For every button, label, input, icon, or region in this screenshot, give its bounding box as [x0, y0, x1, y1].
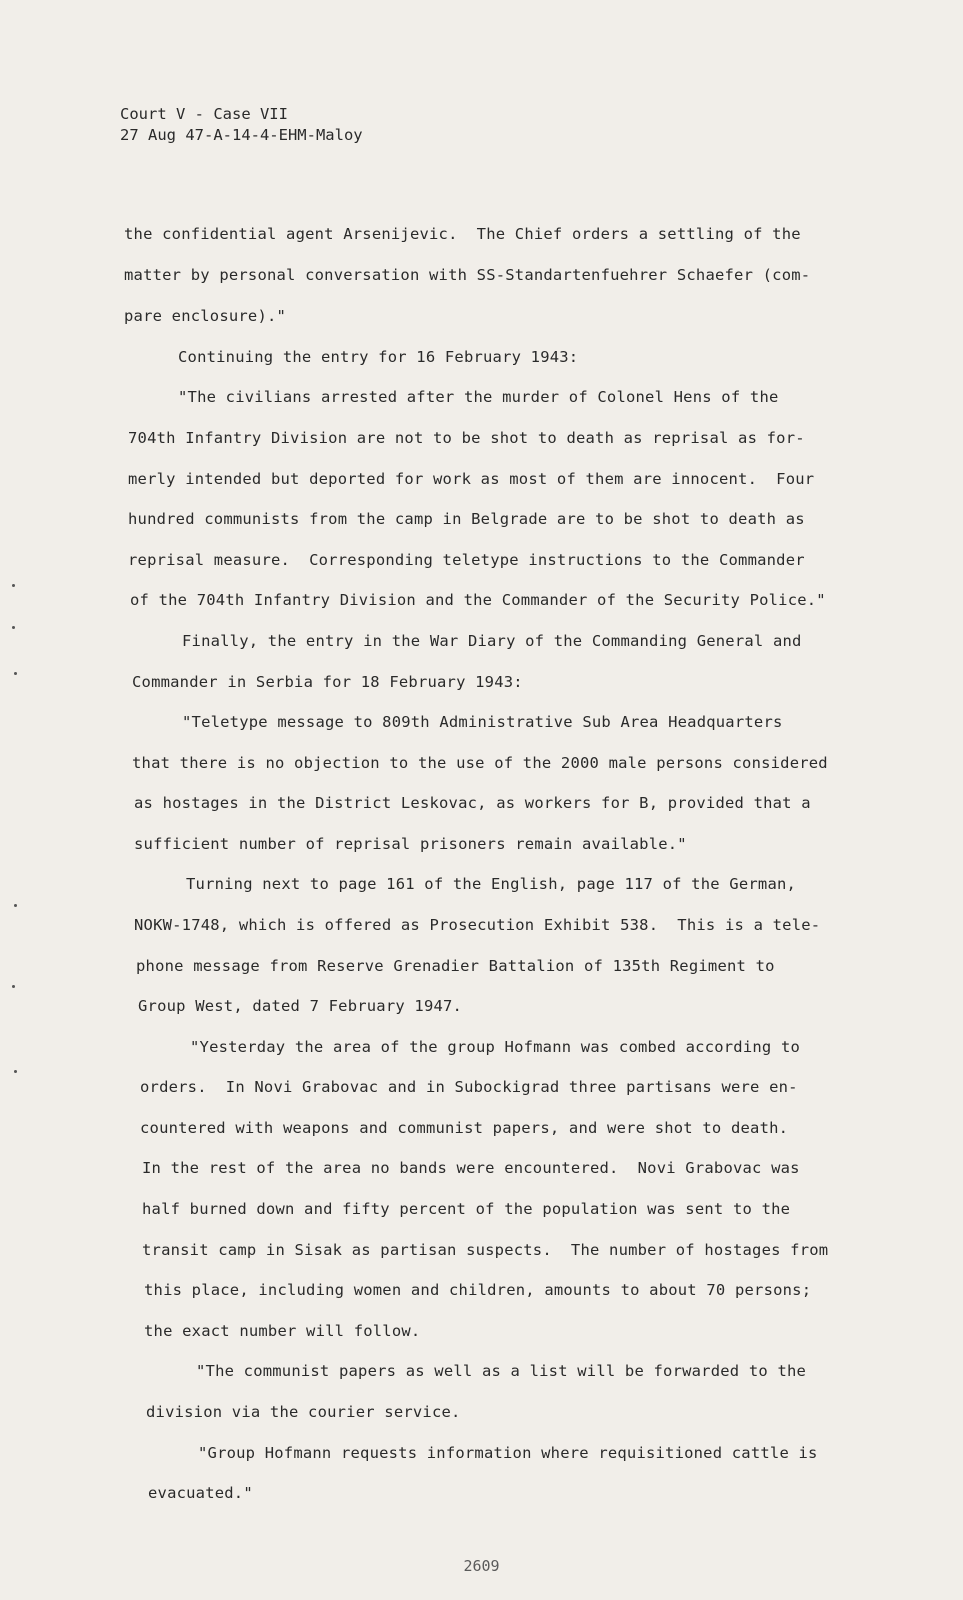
- body-line: half burned down and fifty percent of the population was sent to the: [142, 1200, 791, 1218]
- body-line: matter by personal conversation with SS-Standartenfuehrer Schaefer (com-: [124, 266, 811, 284]
- body-line: "The communist papers as well as a list will be forwarded to the: [196, 1362, 807, 1380]
- body-line: orders. In Novi Grabovac and in Subockigrad three partisans were en-: [140, 1078, 798, 1096]
- body-line: In the rest of the area no bands were encountered. Novi Grabovac was: [142, 1159, 800, 1177]
- document-header: [120, 104, 363, 146]
- body-line: the exact number will follow.: [144, 1322, 421, 1340]
- body-line: countered with weapons and communist papers, and were shot to death.: [140, 1119, 789, 1137]
- body-line: NOKW-1748, which is offered as Prosecution Exhibit 538. This is a tele-: [134, 916, 821, 934]
- body-line: sufficient number of reprisal prisoners remain available.": [134, 835, 687, 853]
- body-line: Continuing the entry for 16 February 1943:: [178, 348, 579, 366]
- header-court-case: Court V - Case VII: [120, 105, 288, 123]
- body-line: reprisal measure. Corresponding teletype instructions to the Commander: [128, 551, 805, 569]
- body-line: Turning next to page 161 of the English, page 117 of the German,: [186, 875, 797, 893]
- body-line: Commander in Serbia for 18 February 1943:: [132, 673, 523, 691]
- body-line: "The civilians arrested after the murder of Colonel Hens of the: [178, 388, 779, 406]
- scan-speck: [12, 985, 15, 988]
- body-line: Group West, dated 7 February 1947.: [138, 997, 463, 1015]
- body-line: 704th Infantry Division are not to be shot to death as reprisal as for-: [128, 429, 805, 447]
- page-number: 2609: [463, 1557, 500, 1575]
- scan-speck: [14, 672, 17, 675]
- scan-speck: [12, 626, 15, 629]
- header-date-reference: 27 Aug 47-A-14-4-EHM-Maloy: [120, 126, 363, 144]
- body-line: Finally, the entry in the War Diary of the Commanding General and: [182, 632, 802, 650]
- body-line: "Yesterday the area of the group Hofmann was combed according to: [190, 1038, 801, 1056]
- body-line: that there is no objection to the use of the 2000 male persons considered: [132, 754, 828, 772]
- body-line: division via the courier service.: [146, 1403, 461, 1421]
- scan-speck: [14, 904, 17, 907]
- scan-speck: [12, 584, 15, 587]
- body-line: of the 704th Infantry Division and the Commander of the Security Police.": [130, 591, 826, 609]
- scan-speck: [14, 1070, 17, 1073]
- body-line: merly intended but deported for work as most of them are innocent. Four: [128, 470, 815, 488]
- body-line: hundred communists from the camp in Belgrade are to be shot to death as: [128, 510, 805, 528]
- body-line: the confidential agent Arsenijevic. The Chief orders a settling of the: [124, 225, 801, 243]
- body-line: phone message from Reserve Grenadier Battalion of 135th Regiment to: [136, 957, 775, 975]
- body-line: evacuated.": [148, 1484, 253, 1502]
- body-line: "Teletype message to 809th Administrative Sub Area Headquarters: [182, 713, 783, 731]
- body-line: pare enclosure).": [124, 307, 287, 325]
- body-line: transit camp in Sisak as partisan suspects. The number of hostages from: [142, 1241, 829, 1259]
- body-line: "Group Hofmann requests information where requisitioned cattle is: [198, 1444, 818, 1462]
- body-line: this place, including women and children, amounts to about 70 persons;: [144, 1281, 812, 1299]
- body-line: as hostages in the District Leskovac, as workers for B, provided that a: [134, 794, 811, 812]
